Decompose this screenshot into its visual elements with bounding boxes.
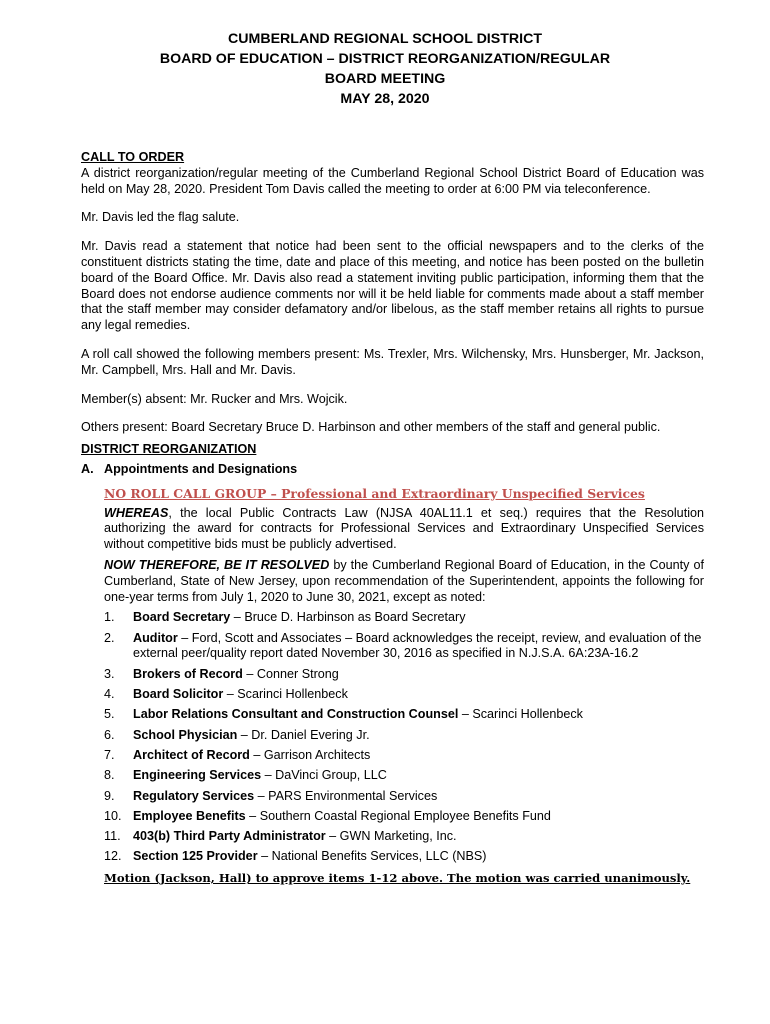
- appointments-list: [104, 610, 704, 865]
- flag-salute-paragraph: Mr. Davis led the flag salute.: [81, 210, 240, 225]
- subheading-title: Appointments and Designations: [104, 461, 298, 476]
- notice-statement-paragraph: Mr. Davis read a statement that notice had been sent to the official newspapers and to the clerks of the constituent districts stating the time, date and place of this meeting, and notice has been posted on the bulletin board of the Board Office. Mr. Davis also read a statement inviting public participation, informing them that the Board does not endorse audience comments nor will it be held liable for comments made about a staff member that the staff member may consider defamatory and/or libelous, as the staff member retains all rights to pursue any legal remedies.: [81, 239, 704, 333]
- item-number: 1.: [104, 610, 115, 625]
- item-number: 5.: [104, 707, 115, 722]
- header-line-meeting: BOARD MEETING: [324, 71, 446, 87]
- district-reorganization-heading: DISTRICT REORGANIZATION: [81, 442, 257, 457]
- item-detail: – Southern Coastal Regional Employee Benefits Fund: [245, 808, 551, 823]
- document-body: [81, 150, 704, 887]
- list-item: [104, 768, 704, 784]
- resolved-text: by the Cumberland Regional Board of Education, in the County of Cumberland, State of New Jersey, upon recommendation of the Superintendent, appoints the following for one-year terms from July 1, 2020 to June 30, 2021, except as noted:: [104, 557, 704, 604]
- item-number: 12.: [104, 849, 122, 864]
- list-item: [104, 687, 704, 703]
- whereas-lead: WHEREAS: [104, 505, 169, 520]
- item-title: Regulatory Services: [133, 788, 255, 803]
- item-number: 11.: [104, 829, 121, 844]
- whereas-paragraph: [104, 506, 704, 553]
- item-title: Board Secretary: [133, 610, 231, 625]
- resolved-lead: NOW THEREFORE, BE IT RESOLVED: [104, 557, 330, 572]
- item-detail: – Conner Strong: [242, 666, 339, 681]
- item-title: School Physician: [133, 727, 238, 742]
- document-header: [0, 29, 770, 109]
- item-detail: – GWN Marketing, Inc.: [325, 829, 457, 844]
- list-item: [104, 809, 704, 825]
- item-detail: – Scarinci Hollenbeck: [223, 687, 348, 702]
- header-line-board: BOARD OF EDUCATION – DISTRICT REORGANIZATION/REGULAR: [159, 51, 611, 67]
- header-line-date: MAY 28, 2020: [340, 91, 430, 107]
- item-detail: – Ford, Scott and Associates – Board acknowledges the receipt, review, and evaluation of the external peer/quality report dated November 30, 2016 as specified in N.J.S.A. 6A:23A-16.2: [133, 630, 702, 661]
- item-number: 4.: [104, 687, 115, 702]
- motion-statement: Motion (Jackson, Hall) to approve items 1-12 above. The motion was carried unanimously.: [104, 871, 691, 886]
- header-line-district: CUMBERLAND REGIONAL SCHOOL DISTRICT: [228, 31, 542, 47]
- list-item: [104, 728, 704, 744]
- call-to-order-heading: CALL TO ORDER: [81, 150, 185, 164]
- list-item: [104, 849, 704, 865]
- roll-call-paragraph: A roll call showed the following members present: Ms. Trexler, Mrs. Wilchensky, Mrs. Hunsberger, Mr. Jackson, Mr. Campbell, Mrs. Hall and Mr. Davis.: [81, 346, 704, 377]
- appointments-subheading: [81, 462, 704, 478]
- item-detail: – Bruce D. Harbinson as Board Secretary: [230, 610, 466, 625]
- item-number: 7.: [104, 747, 115, 762]
- item-number: 6.: [104, 727, 115, 742]
- members-absent-paragraph: Member(s) absent: Mr. Rucker and Mrs. Wojcik.: [81, 391, 348, 406]
- list-item: [104, 631, 704, 663]
- item-detail: – Garrison Architects: [249, 747, 371, 762]
- item-title: Labor Relations Consultant and Construction Counsel: [133, 707, 459, 722]
- list-item: [104, 667, 704, 683]
- item-title: Architect of Record: [133, 747, 250, 762]
- whereas-text: , the local Public Contracts Law (NJSA 40AL11.1 et seq.) requires that the Resolution authorizing the award for contracts for Professional Services and Extraordinary Unspecified Services without competitive bids must be publicly advertised.: [104, 505, 704, 552]
- item-detail: – Scarinci Hollenbeck: [458, 707, 583, 722]
- others-present-paragraph: Others present: Board Secretary Bruce D. Harbinson and other members of the staff and general public.: [81, 420, 661, 435]
- item-detail: – Dr. Daniel Evering Jr.: [237, 727, 370, 742]
- item-number: 8.: [104, 768, 115, 783]
- resolved-paragraph: [104, 558, 704, 605]
- item-number: 3.: [104, 666, 115, 681]
- item-number: 2.: [104, 630, 115, 645]
- item-title: Section 125 Provider: [133, 849, 258, 864]
- item-title: Engineering Services: [133, 768, 262, 783]
- item-detail: – DaVinci Group, LLC: [261, 768, 387, 783]
- list-item: [104, 610, 704, 626]
- item-title: Brokers of Record: [133, 666, 243, 681]
- item-title: Board Solicitor: [133, 687, 224, 702]
- call-to-order-paragraph: A district reorganization/regular meeting of the Cumberland Regional School District Board of Education was held on May 28, 2020. President Tom Davis called the meeting to order at 6:00 PM via teleconference.: [81, 165, 704, 196]
- list-item: [104, 829, 704, 845]
- item-detail: – National Benefits Services, LLC (NBS): [257, 849, 487, 864]
- item-number: 9.: [104, 788, 115, 803]
- item-number: 10.: [104, 808, 122, 823]
- appointments-section: [104, 486, 704, 887]
- subheading-letter: A.: [81, 461, 94, 476]
- item-title: Auditor: [133, 630, 178, 645]
- item-title: Employee Benefits: [133, 808, 246, 823]
- item-title: 403(b) Third Party Administrator: [133, 829, 326, 844]
- no-roll-call-group-heading: NO ROLL CALL GROUP – Professional and Extraordinary Unspecified Services: [104, 485, 645, 501]
- list-item: [104, 707, 704, 723]
- list-item: [104, 789, 704, 805]
- list-item: [104, 748, 704, 764]
- item-detail: – PARS Environmental Services: [254, 788, 438, 803]
